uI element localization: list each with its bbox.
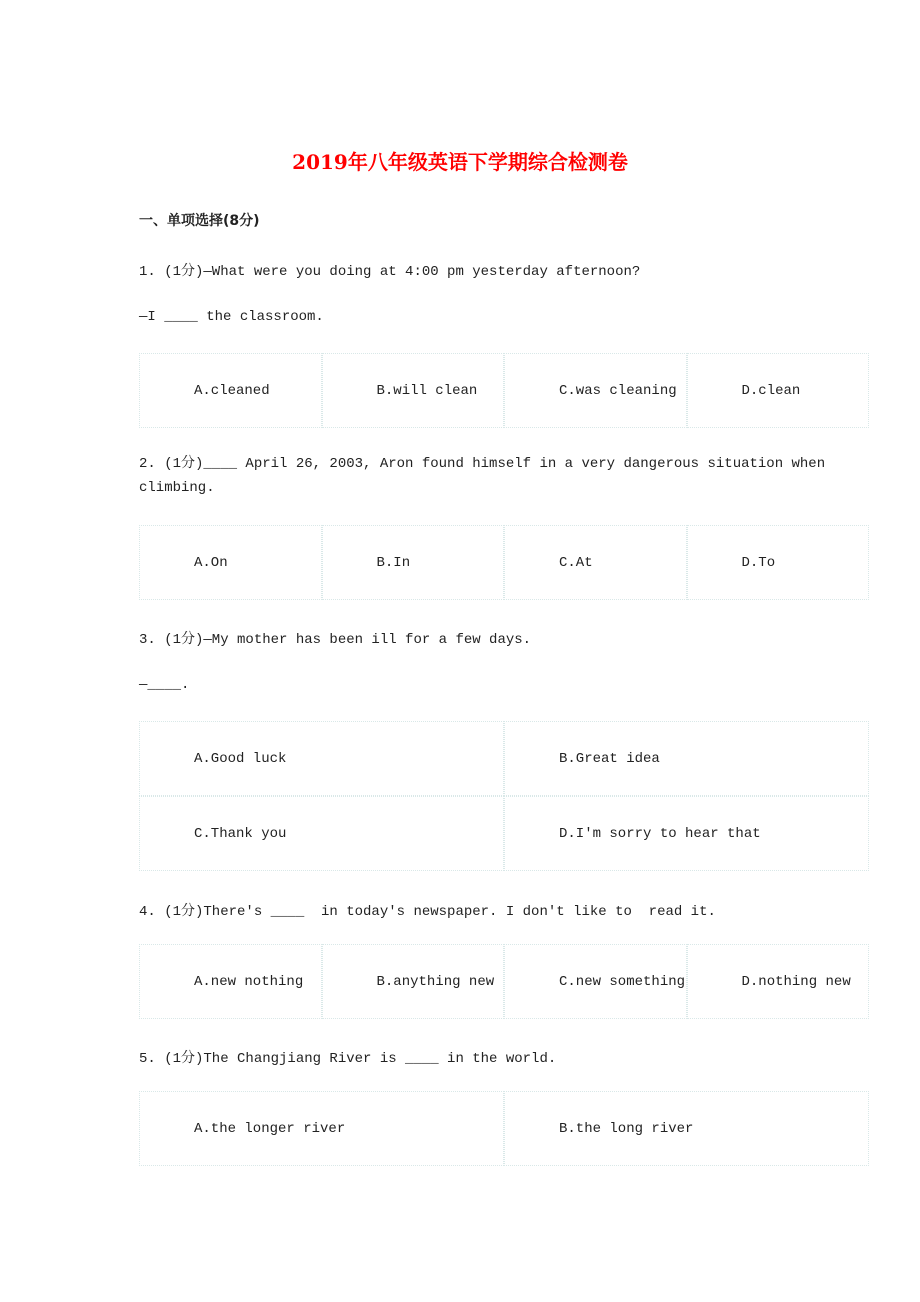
question-4-option-a[interactable]: A.new nothing (139, 944, 322, 1019)
question-1-options (139, 353, 869, 428)
question-3-option-a[interactable]: A.Good luck (139, 721, 504, 796)
question-2-option-a[interactable]: A.On (139, 525, 322, 600)
question-5-options (139, 1091, 869, 1166)
question-3-option-b[interactable]: B.Great idea (504, 721, 869, 796)
question-4-option-b[interactable]: B.anything new (322, 944, 505, 1019)
question-2-option-b[interactable]: B.In (322, 525, 505, 600)
question-1-option-a[interactable]: A.cleaned (139, 353, 322, 428)
question-1-option-b[interactable]: B.will clean (322, 353, 505, 428)
question-2-options (139, 525, 869, 600)
question-2-stem: 2. (1分)____ April 26, 2003, Aron found himself in a very dangerous situation when climbing. (139, 456, 826, 496)
section-heading: 一、单项选择(8分) (139, 213, 260, 229)
question-1-stem: 1. (1分)—What were you doing at 4:00 pm yesterday afternoon? (139, 264, 641, 280)
question-5-option-a[interactable]: A.the longer river (139, 1091, 504, 1166)
question-4-option-c[interactable]: C.new something (504, 944, 687, 1019)
question-1-stem-reply: —I ____ the classroom. (139, 309, 324, 325)
question-4-options (139, 944, 869, 1019)
question-5-option-b[interactable]: B.the long river (504, 1091, 869, 1166)
question-1-option-d[interactable]: D.clean (687, 353, 870, 428)
question-1-option-c[interactable]: C.was cleaning (504, 353, 687, 428)
question-4-stem: 4. (1分)There's ____ in today's newspaper. I don't like to read it. (139, 904, 716, 920)
question-3-stem-reply: —____. (139, 677, 190, 693)
question-4-option-d[interactable]: D.nothing new (687, 944, 870, 1019)
question-2-option-c[interactable]: C.At (504, 525, 687, 600)
question-3-option-c[interactable]: C.Thank you (139, 796, 504, 871)
question-3-options (139, 721, 869, 871)
question-5-stem: 5. (1分)The Changjiang River is ____ in the world. (139, 1051, 557, 1067)
document-title: 2019年八年级英语下学期综合检测卷 (292, 150, 628, 174)
question-3-option-d[interactable]: D.I'm sorry to hear that (504, 796, 869, 871)
question-2-option-d[interactable]: D.To (687, 525, 870, 600)
question-3-stem: 3. (1分)—My mother has been ill for a few days. (139, 632, 532, 648)
